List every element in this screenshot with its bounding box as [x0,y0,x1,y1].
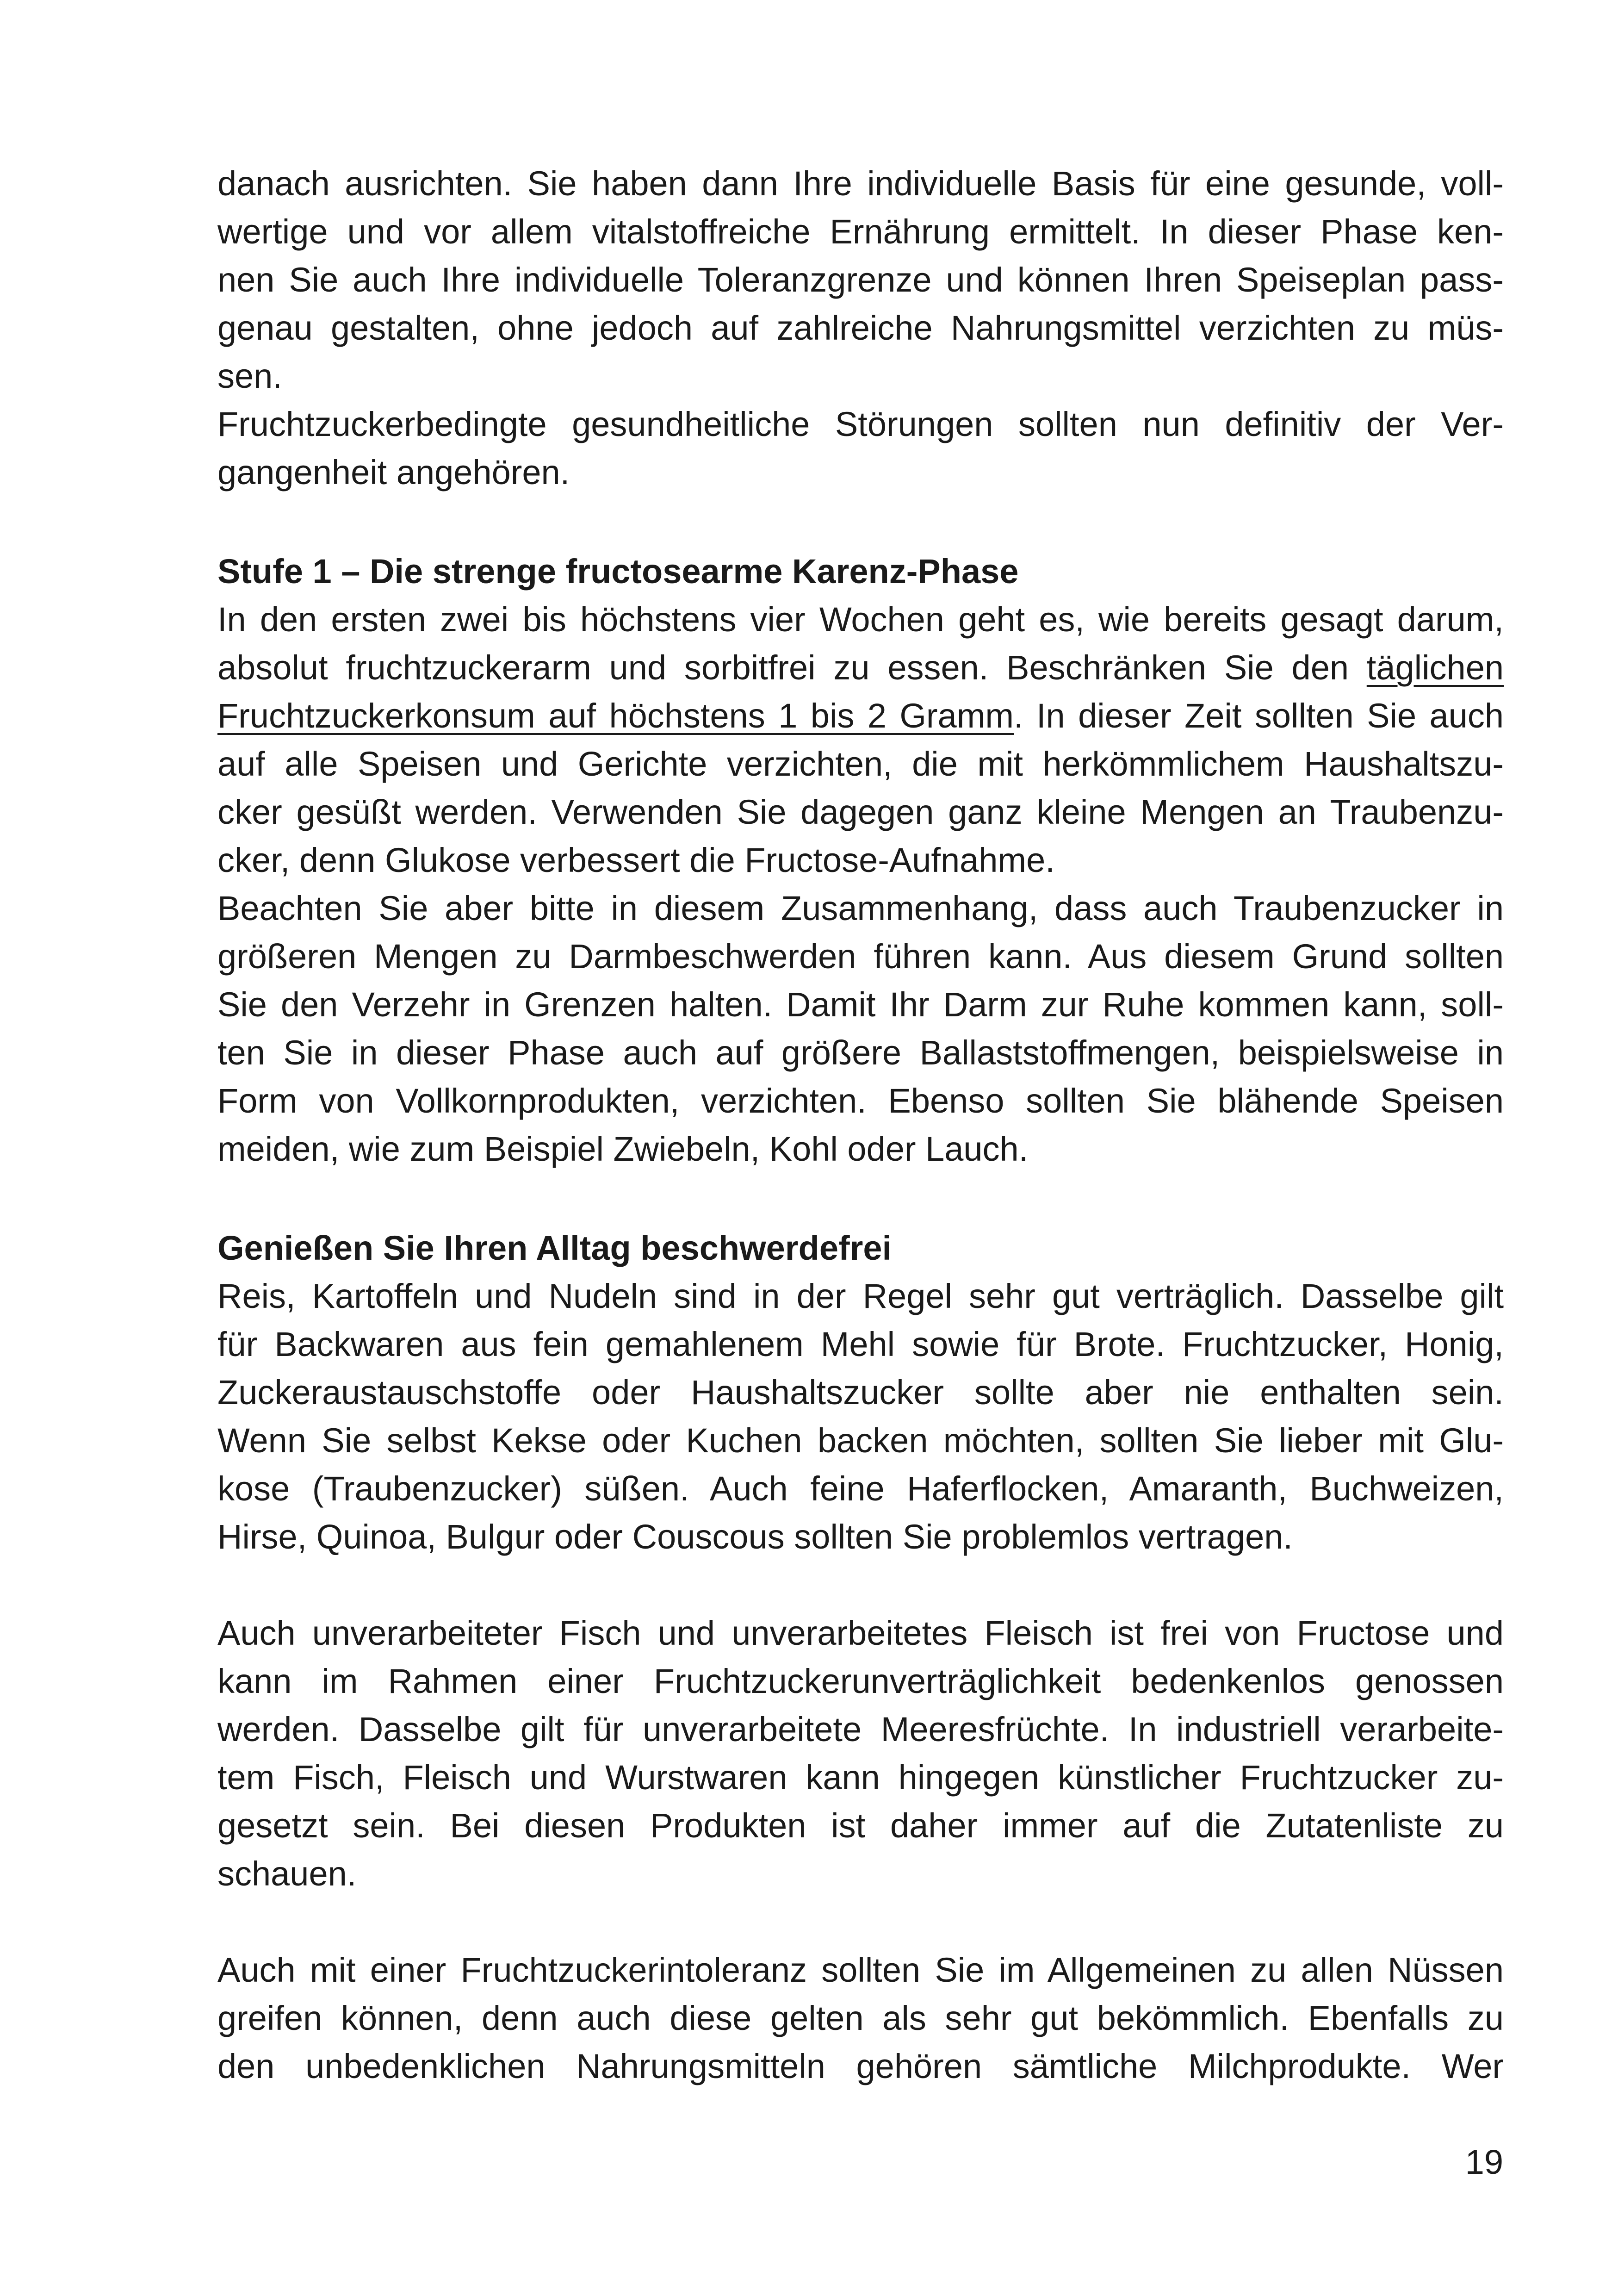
text-line: Wenn Sie selbst Kekse oder Kuchen backen möchten, sollten Sie lieber mit Glu- [217,1421,1504,1460]
text-line: kose (Traubenzucker) süßen. Auch feine Haferflocken, Amaranth, Buchweizen, [217,1469,1504,1508]
text-line: ten Sie in dieser Phase auch auf größere Ballaststoffmengen, beispielsweise in [217,1033,1504,1072]
section-heading-alltag: Genießen Sie Ihren Alltag beschwerdefrei [217,1229,892,1267]
text-line: Fruchtzuckerbedingte gesundheitliche Störungen sollten nun definitiv der Ver- [217,405,1504,443]
text-line: Beachten Sie aber bitte in diesem Zusammenhang, dass auch Traubenzucker in [217,889,1504,927]
text-line: Auch unverarbeiteter Fisch und unverarbeitetes Fleisch ist frei von Fructose und [217,1614,1504,1652]
paragraph-intro [217,160,1504,400]
underlined-text: täglichen [1366,648,1504,687]
text-line: werden. Dasselbe gilt für unverarbeitete Meeresfrüchte. In industriell verarbeite- [217,1710,1504,1748]
text-line: greifen können, denn auch diese gelten als sehr gut bekömmlich. Ebenfalls zu [217,1999,1504,2037]
text-line: sen. [217,357,282,395]
section-heading-stufe-1: Stufe 1 – Die strenge fructosearme Karenz-Phase [217,552,1019,591]
paragraph-intro-2 [217,400,1504,497]
paragraph-section1-1 [217,596,1504,884]
text-line: Reis, Kartoffeln und Nudeln sind in der Regel sehr gut verträglich. Dasselbe gilt [217,1277,1504,1315]
text-line: den unbedenklichen Nahrungsmitteln gehören sämtliche Milchprodukte. Wer [217,2047,1504,2085]
text-line: Auch mit einer Fruchtzuckerintoleranz sollten Sie im Allgemeinen zu allen Nüssen [217,1951,1504,1989]
text-segment: absolut fruchtzuckerarm und sorbitfrei zu essen. Beschränken Sie den [217,648,1367,687]
page-number: 19 [1465,2143,1503,2181]
text-line: tem Fisch, Fleisch und Wurstwaren kann hingegen künstlicher Fruchtzucker zu- [217,1758,1504,1797]
text-line: cker, denn Glukose verbessert die Fructose-Aufnahme. [217,841,1055,879]
text-line [217,644,1504,692]
text-line [217,692,1504,740]
text-line: für Backwaren aus fein gemahlenem Mehl sowie für Brote. Fruchtzucker, Honig, [217,1325,1504,1363]
text-line: meiden, wie zum Beispiel Zwiebeln, Kohl oder Lauch. [217,1130,1029,1168]
paragraph-section2-3 [217,1946,1504,2091]
paragraph-section2-2 [217,1609,1504,1898]
text-line: auf alle Speisen und Gerichte verzichten, die mit herkömmlichem Haushaltszu- [217,745,1504,783]
text-line: größeren Mengen zu Darmbeschwerden führen kann. Aus diesem Grund sollten [217,937,1504,976]
text-line: In den ersten zwei bis höchstens vier Wochen geht es, wie bereits gesagt darum, [217,600,1504,639]
text-line: cker gesüßt werden. Verwenden Sie dagegen ganz kleine Mengen an Traubenzu- [217,793,1504,831]
text-line: gangenheit angehören. [217,453,570,492]
paragraph-section1-2 [217,884,1504,1173]
text-line: kann im Rahmen einer Fruchtzuckerunverträglichkeit bedenkenlos genossen [217,1662,1504,1700]
text-line: Zuckeraustauschstoffe oder Haushaltszucker sollte aber nie enthalten sein. [217,1373,1504,1412]
text-line: danach ausrichten. Sie haben dann Ihre individuelle Basis für eine gesunde, voll- [217,164,1504,203]
text-line: Hirse, Quinoa, Bulgur oder Couscous sollten Sie problemlos vertragen. [217,1518,1293,1556]
page-body [217,160,1504,2091]
text-line: wertige und vor allem vitalstoffreiche Ernährung ermittelt. In dieser Phase ken- [217,212,1504,251]
text-line: schauen. [217,1854,357,1893]
spacer [217,1173,1504,1224]
text-line: nen Sie auch Ihre individuelle Toleranzgrenze und können Ihren Speiseplan pass- [217,261,1504,299]
spacer [217,497,1504,548]
text-segment: . In dieser Zeit sollten Sie auch [1014,697,1504,735]
text-line: Form von Vollkornprodukten, verzichten. Ebenso sollten Sie blähende Speisen [217,1082,1504,1120]
underlined-text: Fruchtzuckerkonsum auf höchstens 1 bis 2 Gramm [217,697,1014,735]
text-line: genau gestalten, ohne jedoch auf zahlreiche Nahrungsmittel verzichten zu müs- [217,309,1504,347]
paragraph-section2-1 [217,1272,1504,1561]
spacer [217,1898,1504,1946]
text-line: Sie den Verzehr in Grenzen halten. Damit Ihr Darm zur Ruhe kommen kann, soll- [217,985,1504,1024]
spacer [217,1561,1504,1609]
text-line: gesetzt sein. Bei diesen Produkten ist daher immer auf die Zutatenliste zu [217,1806,1504,1845]
